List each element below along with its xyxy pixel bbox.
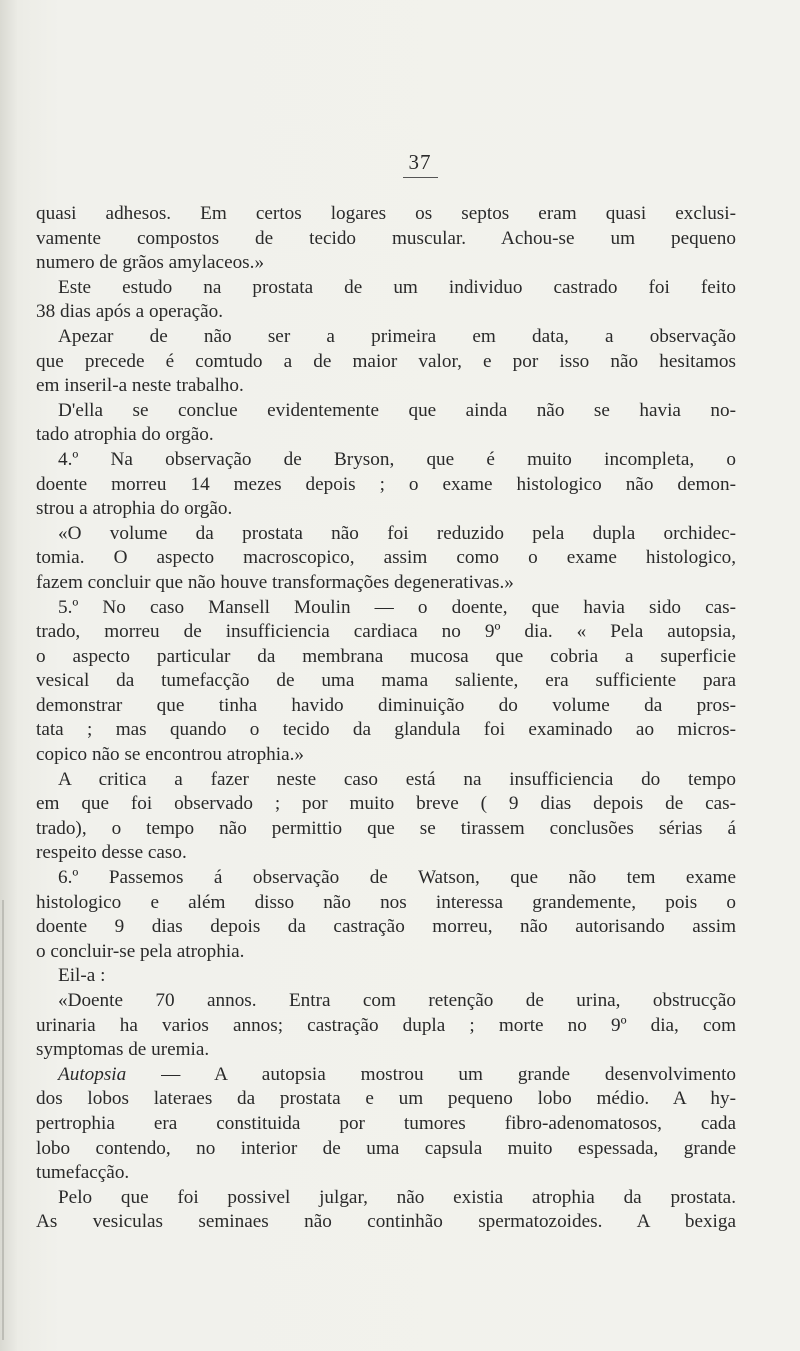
text-line: doente 9 dias depois da castração morreu, não autorisando assim bbox=[36, 916, 736, 938]
text-line: tado atrophia do orgão. bbox=[36, 424, 214, 446]
text-line: copico não se encontrou atrophia.» bbox=[36, 744, 304, 766]
text-line: Este estudo na prostata de um individuo castrado foi feito bbox=[58, 276, 736, 298]
text-line: 4.º Na observação de Bryson, que é muito incompleta, o bbox=[58, 448, 736, 470]
body-text bbox=[36, 202, 736, 1235]
text-line: o aspecto particular da membrana mucosa que cobria a superficie bbox=[36, 645, 736, 667]
text-line: strou a atrophia do orgão. bbox=[36, 498, 233, 520]
text-line: Eil-a : bbox=[58, 965, 106, 987]
text-line: numero de grãos amylaceos.» bbox=[36, 252, 265, 274]
text-line: Pelo que foi possivel julgar, não existia atrophia da prostata. bbox=[58, 1186, 736, 1208]
text-line: em que foi observado ; por muito breve ( 9 dias depois de cas- bbox=[36, 793, 736, 815]
text-line: o concluir-se pela atrophia. bbox=[36, 940, 245, 962]
text-line: respeito desse caso. bbox=[36, 842, 187, 864]
text-line: 6.º Passemos á observação de Watson, que não tem exame bbox=[58, 867, 736, 889]
text-line bbox=[36, 1063, 736, 1088]
text-line: symptomas de uremia. bbox=[36, 1039, 210, 1061]
text-line: «O volume da prostata não foi reduzido pela dupla orchidec- bbox=[58, 522, 736, 544]
page-number: 37 bbox=[0, 150, 800, 178]
text-line: vamente compostos de tecido muscular. Achou-se um pequeno bbox=[36, 227, 736, 249]
line-text: — A autopsia mostrou um grande desenvolvimento bbox=[126, 1063, 736, 1085]
text-line: trado), o tempo não permittio que se tirassem conclusões sérias á bbox=[36, 817, 736, 839]
text-line: Apezar de não ser a primeira em data, a observação bbox=[58, 325, 736, 347]
text-line: 5.º No caso Mansell Moulin — o doente, que havia sido cas- bbox=[58, 596, 736, 618]
text-line: que precede é comtudo a de maior valor, e por isso não hesitamos bbox=[36, 350, 736, 372]
italic-heading: Autopsia bbox=[58, 1063, 127, 1085]
text-line: As vesiculas seminaes não continhão spermatozoides. A bexiga bbox=[36, 1211, 736, 1233]
text-line: histologico e além disso não nos interessa grandemente, pois o bbox=[36, 891, 736, 913]
text-line: quasi adhesos. Em certos logares os septos eram quasi exclusi- bbox=[36, 203, 736, 224]
text-line: D'ella se conclue evidentemente que ainda não se havia no- bbox=[58, 399, 736, 421]
text-line: pertrophia era constituida por tumores fibro-adenomatosos, cada bbox=[36, 1112, 736, 1134]
text-line: vesical da tumefacção de uma mama saliente, era sufficiente para bbox=[36, 670, 736, 692]
text-line: doente morreu 14 mezes depois ; o exame histologico não demon- bbox=[36, 473, 736, 495]
text-line: urinaria ha varios annos; castração dupla ; morte no 9º dia, com bbox=[36, 1014, 736, 1036]
text-line: 38 dias após a operação. bbox=[36, 301, 224, 323]
text-line: demonstrar que tinha havido diminuição do volume da pros- bbox=[36, 694, 736, 716]
text-line: «Doente 70 annos. Entra com retenção de urina, obstrucção bbox=[58, 990, 736, 1011]
text-line: A critica a fazer neste caso está na insufficiencia do tempo bbox=[58, 768, 736, 790]
text-line: em inseril-a neste trabalho. bbox=[36, 375, 244, 397]
text-line: dos lobos lateraes da prostata e um pequeno lobo médio. A hy- bbox=[36, 1088, 736, 1110]
gutter-shadow bbox=[2, 900, 4, 1340]
text-line: fazem concluir que não houve transformações degenerativas.» bbox=[36, 571, 514, 593]
text-line: trado, morreu de insufficiencia cardiaca no 9º dia. « Pela autopsia, bbox=[36, 621, 736, 643]
text-line: lobo contendo, no interior de uma capsula muito espessada, grande bbox=[36, 1137, 736, 1159]
text-line: tata ; mas quando o tecido da glandula foi examinado ao micros- bbox=[36, 719, 736, 741]
text-line: tomia. O aspecto macroscopico, assim como o exame histologico, bbox=[36, 547, 736, 569]
text-line: tumefacção. bbox=[36, 1162, 130, 1184]
